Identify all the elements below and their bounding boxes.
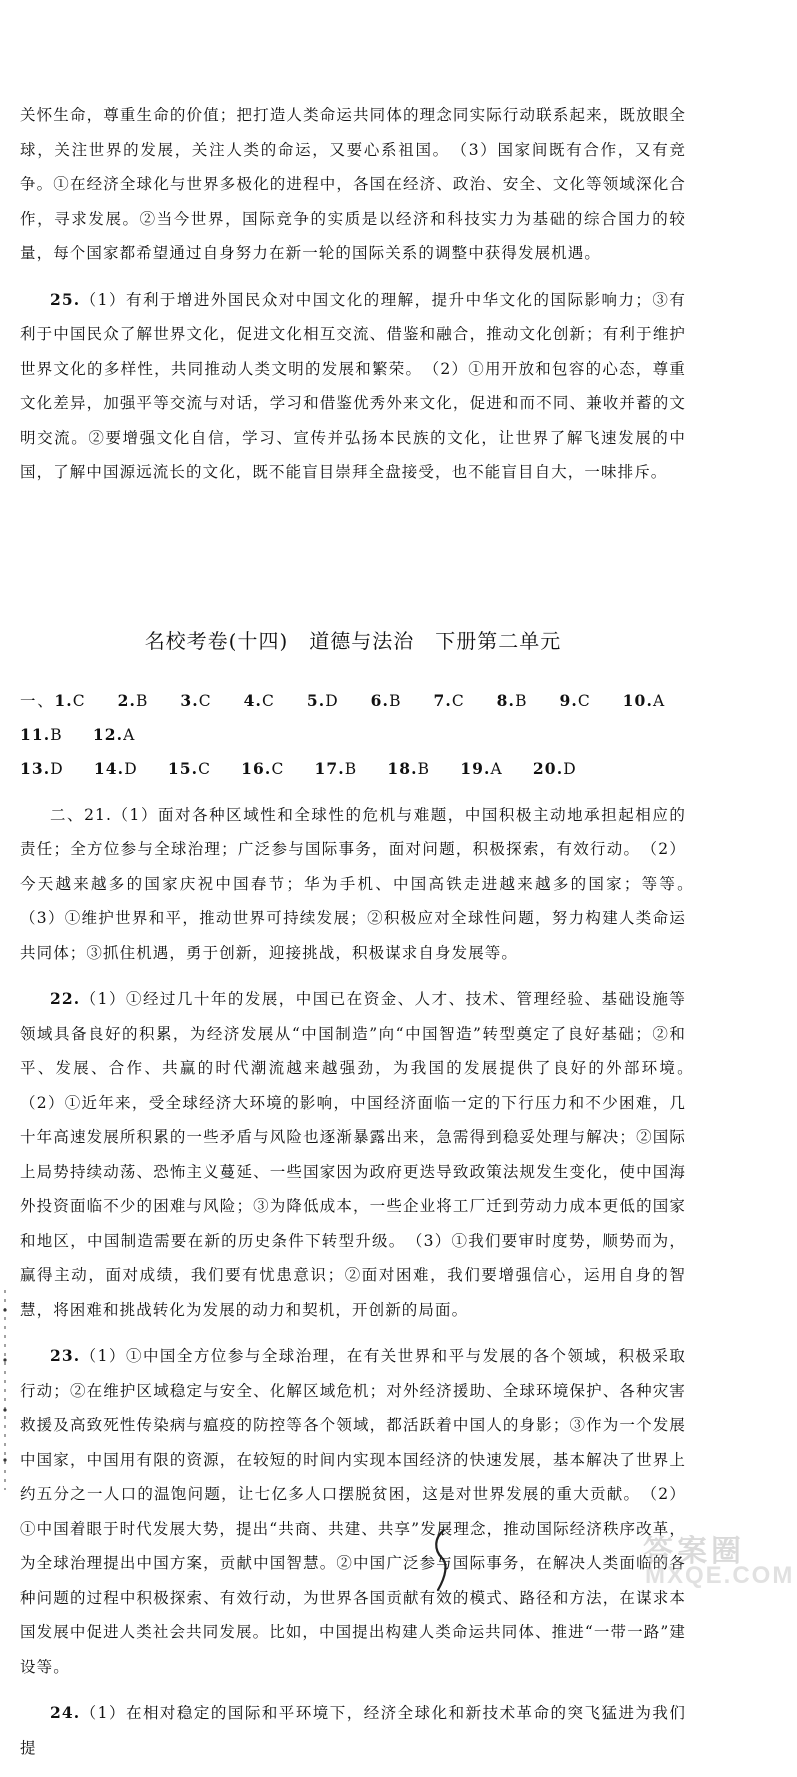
answer-23 — [20, 1339, 686, 1684]
question-number-25: 25. — [50, 289, 81, 309]
question-number-21: 二、21. — [50, 805, 113, 824]
answer-24 — [20, 1696, 686, 1765]
answer-21 — [20, 798, 703, 971]
answer-25 — [20, 283, 686, 490]
watermark-url: MXQE.COM — [645, 1562, 795, 1589]
answer-21-text: （1）面对各种区域性和全球性的危机与难题，中国积极主动地承担起相应的责任；全方位参与全球治理；广泛参与国际事务，面对问题，积极探索，有效行动。 （2）今天越来越多的国家庆祝中国春节；华为手机、中国高铁走进越来越多的国家；等等。 （3）①维护世界和平，推动世界可持续发展；②积极应对全球性问题，努力构建人类命运共同体；③抓住机遇，勇于创新，迎接挑战，积极谋求自身发展等。 — [20, 805, 703, 962]
question-number-23: 23. — [50, 1346, 81, 1365]
mc-prefix: 一、 — [20, 691, 55, 710]
answer-22 — [20, 982, 703, 1327]
multiple-choice-answers — [20, 684, 686, 786]
mc-row-2: 13.D 14.D 15.C 16.C 17.B 18.B 19.A 20.D — [20, 758, 577, 778]
watermark-logo — [639, 1520, 795, 1594]
binding-margin-marks — [0, 1290, 10, 1490]
question-number-24: 24. — [50, 1703, 81, 1722]
watermark-text: 答案圈 — [643, 1535, 745, 1568]
answer-22-text: （1）①经过几十年的发展，中国已在资金、人才、技术、管理经验、基础设施等领域具备良好的积累，为经济发展从“中国制造”向“中国智造”转型奠定了良好基础；②和平、发展、合作、共赢的时代潮流越来越强劲，为我国的发展提供了良好的外部环境。 （2）①近年来，受全球经济大环境的影响，中国经济面临一定的下行压力和不少困难，几十年高速发展所积累的一些矛盾与风险也逐渐暴露出来，急需得到稳妥处理与解决；②国际上局势持续动荡、恐怖主义蔓延、一些国家因为政府更迭导致政策法规发生变化，使中国海外投资面临不少的困难与风险；③为降低成本，一些企业将工厂迁到劳动力成本更低的国家和地区，中国制造需要在新的历史条件下转型升级。 （3）①我们要审时度势，顺势而为，赢得主动，面对成绩，我们要有忧患意识；②面对困难，我们要增强信心，运用自身的智慧，将困难和挑战转化为发展的动力和契机，开创新的局面。 — [20, 990, 703, 1319]
answer-25-text: （1）有利于增进外国民众对中国文化的理解，提升中华文化的国际影响力；③有利于中国民众了解世界文化，促进文化相互交流、借鉴和融合，推动文化创新；有利于维护世界文化的多样性，共同推动人类文明的发展和繁荣。 （2）①用开放和包容的心态，尊重文化差异，加强平等交流与对话，学习和借鉴优秀外来文化，促进和而不同、兼收并蓄的文明交流。②要增强文化自信，学习、宣传并弘扬本民族的文化，让世界了解飞速发展的中国，了解中国源远流长的文化，既不能盲目崇拜全盘接受，也不能盲目自大，一味排斥。 — [20, 290, 686, 481]
section-title: 名校考卷(十四) 道德与法治 下册第二单元 — [144, 628, 562, 653]
answer-23-text: （1）①中国全方位参与全球治理，在有关世界和平与发展的各个领域，积极采取行动；②在维护区域稳定与安全、化解区域危机；对外经济援助、全球环境保护、各种灾害救援及高致死性传染病与瘟疫的防控等各个领域，都活跃着中国人的身影；③作为一个发展中国家，中国用有限的资源，在较短的时间内实现本国经济的快速发展，基本解决了世界上约五分之一人口的温饱问题，让七亿多人口摆脱贫困，这是对世界发展的重大贡献。 （2）①中国着眼于时代发展大势，提出“共商、共建、共享”发展理念，推动国际经济秩序改革，为全球治理提出中国方案，贡献中国智慧。②中国广泛参与国际事务，在解决人类面临的各种问题的过程中积极探索、有效行动，为世界各国贡献有效的模式、路径和方法，在谋求本国发展中促进人类社会共同发展。比如，中国提出构建人类命运共同体、推进“一带一路”建设等。 — [20, 1347, 686, 1676]
mc-row-1: 一、1.C 2.B 3.C 4.C 5.D 6.B 7.C 8.B 9.C 10.A 11.B 12.A — [20, 690, 666, 744]
page-curl-mark — [430, 1528, 454, 1592]
continued-paragraph: 关怀生命，尊重生命的价值；把打造人类命运共同体的理念同实际行动联系起来，既放眼全球，关注世界的发展，关注人类的命运，又要心系祖国。 （3）国家间既有合作，又有竞争。①在经济全球化与世界多极化的进程中，各国在经济、政治、安全、文化等领域深化合作，寻求发展。②当今世界，国际竞争的实质是以经济和科技实力为基础的综合国力的较量，每个国家都希望通过自身努力在新一轮的国际关系的调整中获得发展机遇。 — [20, 106, 686, 262]
question-number-22: 22. — [50, 989, 81, 1008]
answer-24-text: （1）在相对稳定的国际和平环境下，经济全球化和新技术革命的突飞猛进为我们提 — [20, 1704, 686, 1757]
